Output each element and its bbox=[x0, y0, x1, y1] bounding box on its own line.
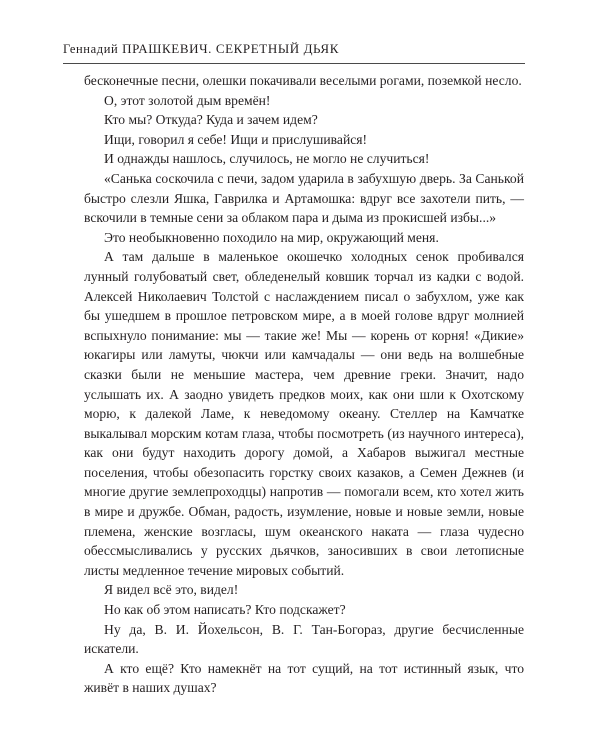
running-head-title: ПРАШКЕВИЧ. СЕКРЕТНЫЙ ДЬЯК bbox=[122, 41, 339, 56]
paragraph: И однажды нашлось, случилось, не могло не случиться! bbox=[104, 151, 430, 167]
paragraph: Это необыкновенно походило на мир, окружающий меня. bbox=[104, 229, 439, 245]
header-rule bbox=[63, 63, 525, 64]
running-head bbox=[63, 41, 339, 57]
running-head-author: Геннадий bbox=[63, 42, 119, 56]
paragraph: бесконечные песни, олешки покачивали веселыми рогами, поземкой несло. bbox=[84, 73, 522, 88]
paragraph: Но как об этом написать? Кто подскажет? bbox=[104, 602, 346, 618]
paragraph: О, этот золотой дым времён! bbox=[104, 92, 271, 108]
paragraph: Кто мы? Откуда? Куда и зачем идем? bbox=[104, 112, 318, 128]
quoted-paragraph: «Санька соскочила с печи, задом ударила в забухшую дверь. За Санькой быстро слезли Яшка, Гаврилка и Артамошка: вдруг все захотели пить, — вскочили в темные сени за облаком пара и дыма из прокисшей избы...» bbox=[84, 170, 524, 226]
body-text bbox=[84, 71, 524, 698]
paragraph: Я видел всё это, видел! bbox=[104, 582, 239, 598]
paragraph: Ищи, говорил я себе! Ищи и прислушивайся! bbox=[104, 131, 368, 147]
paragraph: А там дальше в маленькое окошечко холодных сенок пробивался лунный голубоватый свет, обледенелый ковшик торчал из кадки с водой. Алексей Николаевич Толстой с наслаждением писал о забухлом, уже как бы ушедшем в прошлое петровском мире, а в моей голове вдруг молнией вспыхнуло понимание: мы — такие же! Мы — корень от корня! «Дикие» юкагиры или ламуты, чюкчи или камчадалы — они ведь на волшебные сказки были не меньшие мастера, чем древние греки. Значит, надо услышать их. А заодно увидеть предков моих, как они шли к Охотскому морю, к далекой Ламе, к неведомому океану. Стеллер на Камчатке выкалывал морским котам глаза, чтобы посмотреть (из научного интереса), как они будут находить дорогу домой, а Хабаров выжигал местные поселения, чтобы обезопасить горстку своих казаков, а Семен Дежнев (и многие другие землепроходцы) напротив — помогали всем, кто хотел жить в мире и дружбе. Обман, радость, изумление, новые и новые земли, новые племена, женские возгласы, шум океанского наката — глаза чудесно обессмысливались у русских дьячков, заносивших в свои летописные листы медленное течение мировых событий. bbox=[84, 249, 524, 578]
paragraph: Ну да, В. И. Йохельсон, В. Г. Тан-Богораз, другие бесчисленные искатели. bbox=[84, 621, 524, 657]
paragraph: А кто ещё? Кто намекнёт на тот сущий, на тот истинный язык, что живёт в наших душах? bbox=[84, 660, 524, 696]
